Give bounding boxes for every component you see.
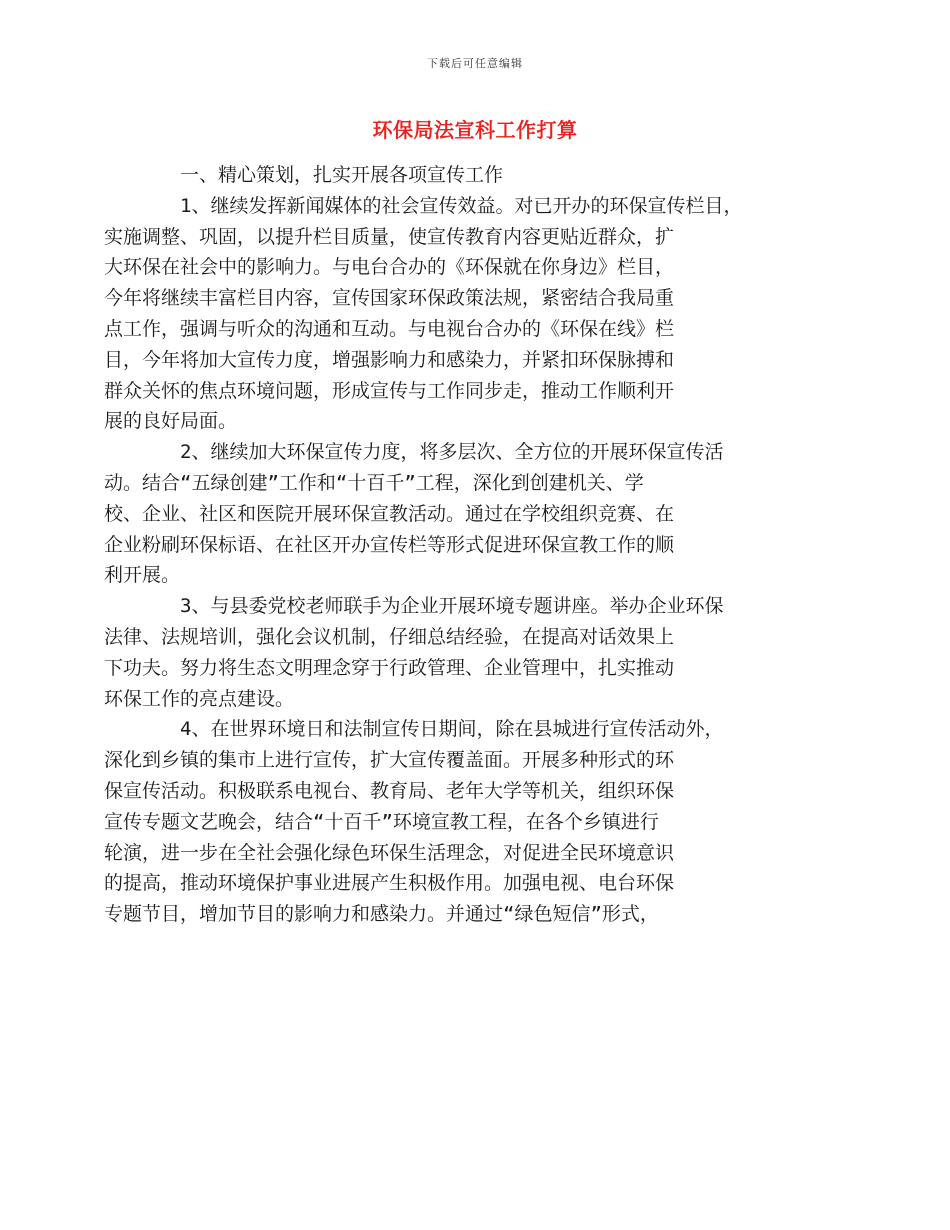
- paragraph-line: 法律、法规培训，强化会议机制，仔细总结经验，在提高对话效果上: [104, 625, 675, 648]
- paragraph-line: 4、在世界环境日和法制宣传日期间，除在县城进行宣传活动外，: [180, 718, 724, 741]
- paragraph-line: 群众关怀的焦点环境问题，形成宣传与工作同步走，推动工作顺利开: [104, 379, 675, 402]
- paragraph-line: 今年将继续丰富栏目内容，宣传国家环保政策法规，紧密结合我局重: [104, 287, 675, 310]
- paragraph-line: 专题节目，增加节目的影响力和感染力。并通过“绿色短信”形式，: [104, 903, 659, 926]
- paragraph-line: 下功夫。努力将生态文明理念穿于行政管理、企业管理中，扎实推动: [104, 656, 675, 679]
- paragraph-line: 校、企业、社区和医院开展环保宣教活动。通过在学校组织竞赛、在: [104, 502, 675, 525]
- section-heading: 一、精心策划，扎实开展各项宣传工作: [180, 164, 504, 186]
- document-title: 环保局法宣科工作打算: [372, 118, 578, 142]
- paragraph-line: 利开展。: [104, 564, 181, 587]
- paragraph: [104, 591, 832, 714]
- paragraph: [104, 714, 832, 930]
- paragraph-line: 的提高，推动环境保护事业进展产生积极作用。加强电视、电台环保: [104, 872, 675, 895]
- paragraph: [104, 191, 832, 437]
- document-body: [104, 160, 832, 930]
- paragraph-line: 实施调整、巩固，以提升栏目质量，使宣传教育内容更贴近群众，扩: [104, 225, 675, 248]
- paragraph-line: 大环保在社会中的影响力。与电台合办的《环保就在你身边》栏目，: [104, 256, 675, 279]
- paragraph-line: 轮演，进一步在全社会强化绿色环保生活理念，对促进全民环境意识: [104, 841, 675, 864]
- paragraph-line: 2、继续加大环保宣传力度，将多层次、全方位的开展环保宣传活: [180, 441, 724, 464]
- header-note: 下载后可任意编辑: [427, 57, 523, 70]
- paragraph-line: 环保工作的亮点建设。: [104, 687, 295, 710]
- paragraph-list: [104, 191, 832, 930]
- paragraph: [104, 437, 832, 591]
- paragraph-line: 1、继续发挥新闻媒体的社会宣传效益。对已开办的环保宣传栏目，: [180, 194, 743, 217]
- paragraph-line: 动。结合“五绿创建”工作和“十百千”工程，深化到创建机关、学: [104, 471, 644, 494]
- paragraph-line: 展的良好局面。: [104, 410, 238, 433]
- paragraph-line: 目，今年将加大宣传力度，增强影响力和感染力，并紧扣环保脉搏和: [104, 348, 675, 371]
- paragraph-line: 深化到乡镇的集市上进行宣传，扩大宣传覆盖面。开展多种形式的环: [104, 749, 675, 772]
- paragraph-line: 宣传专题文艺晚会，结合“十百千”环境宣教工程，在各个乡镇进行: [104, 810, 659, 833]
- paragraph-line: 点工作，强调与听众的沟通和互动。与电视台合办的《环保在线》栏: [104, 317, 675, 340]
- paragraph-line: 企业粉刷环保标语、在社区开办宣传栏等形式促进环保宣教工作的顺: [104, 533, 675, 556]
- paragraph-line: 3、与县委党校老师联手为企业开展环境专题讲座。举办企业环保: [180, 595, 724, 618]
- paragraph-line: 保宣传活动。积极联系电视台、教育局、老年大学等机关，组织环保: [104, 779, 675, 802]
